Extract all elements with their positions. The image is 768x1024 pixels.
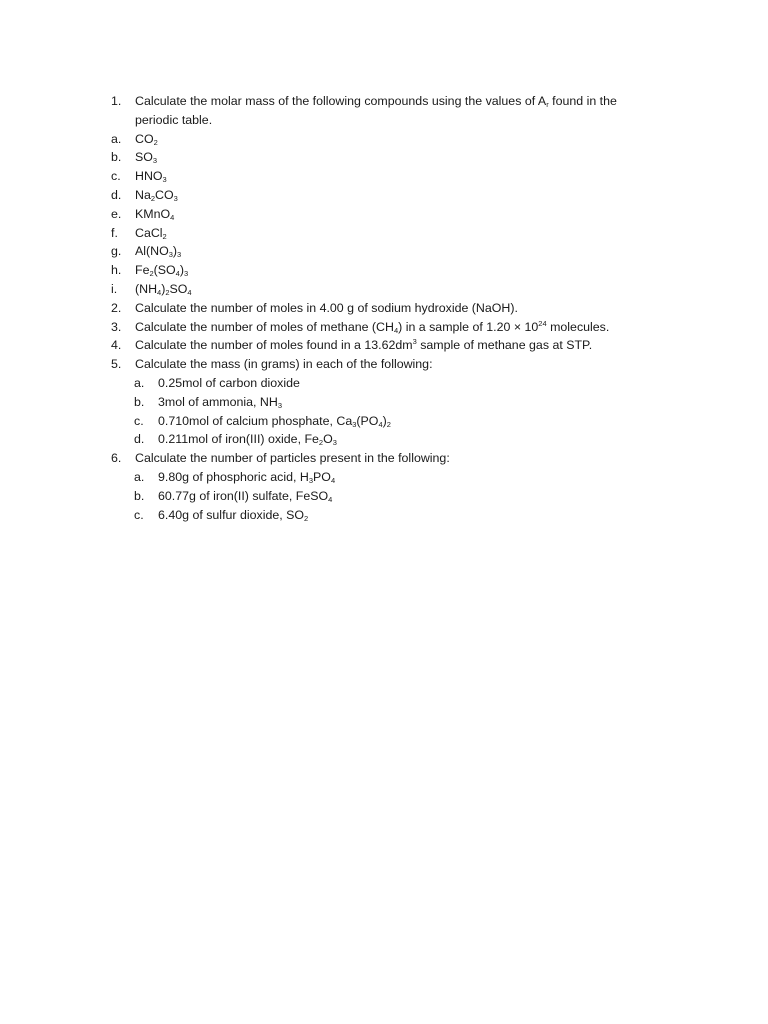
item-marker: e. [111,206,122,221]
subscript: 3 [352,419,357,429]
sub-question-item [111,430,651,449]
compound-formula [135,167,651,186]
compound-item [111,224,651,243]
formula-part: HNO [135,169,163,184]
item-marker: b. [111,150,122,165]
item-marker: b. [134,394,145,409]
formula-part: (NH [135,281,158,296]
sub-question-text [158,412,651,431]
item-marker: g. [111,244,122,259]
subscript: 3 [168,250,173,260]
subscript: r [546,100,549,109]
text-part: 0.211mol of iron(III) oxide, Fe [158,432,319,447]
formula-part: KMnO [135,206,171,221]
item-marker: d. [134,432,145,447]
subscript: 4 [175,269,180,279]
compound-formula [135,186,651,205]
question-text-part: molecules. [546,319,610,334]
item-marker: f. [111,225,118,240]
subscript: 4 [330,475,336,485]
compound-formula [135,130,651,149]
item-marker: a. [111,131,122,146]
question-number: 5. [111,357,122,372]
subscript: 4 [328,494,333,504]
question-4 [111,336,651,355]
item-marker: a. [134,469,145,484]
subscript: 2 [386,419,391,429]
formula-part: Al(NO [135,244,169,259]
formula-part: Na [135,187,151,202]
formula-part: CO [135,131,154,146]
sub-question-item [111,468,651,487]
subscript: 4 [378,419,383,429]
text-part: 0.25mol of carbon dioxide [158,375,300,390]
sub-question-item [111,487,651,506]
question-text [135,336,651,355]
formula-part: ) [161,281,166,296]
question-number: 1. [111,94,122,108]
formula-part: CO [155,187,174,202]
question-2 [111,299,651,318]
question-number: 2. [111,300,122,315]
question-text: Calculate the mass (in grams) in each of the following: [135,357,433,372]
text-part: 3mol of ammonia, NH [158,394,278,409]
formula-part: SO [135,150,153,165]
text-part: 6.40g of sulfur dioxide, SO [158,507,305,522]
compound-formula [135,242,651,261]
question-5 [111,355,651,374]
compound-formula [135,148,651,167]
sub-question-item [111,412,651,431]
subscript: 2 [165,287,170,297]
subscript: 2 [162,231,167,241]
question-number: 4. [111,338,122,353]
question-text-part: Calculate the molar mass of the following compounds using the values of A [135,94,547,108]
compound-item [111,205,651,224]
sub-question-text [158,374,651,393]
question-text [135,318,651,337]
formula-part: ) [172,244,178,259]
text-part: 9.80g of phosphoric acid, H [158,469,309,484]
compound-item [111,148,651,167]
question-list [111,92,651,524]
question-text-part: Calculate the number of moles of methane (CH [135,319,394,334]
subscript: 3 [173,193,178,203]
formula-part: Fe [135,263,150,278]
compound-formula [135,205,651,224]
question-text [135,92,651,130]
compound-item [111,130,651,149]
item-marker: a. [134,375,145,390]
text-part: (PO [356,413,379,428]
subscript: 2 [149,269,154,279]
formula-part: SO [169,281,188,296]
compound-item [111,167,651,186]
sub-question-item [111,506,651,525]
text-part: O [323,432,333,447]
subscript: 2 [150,193,156,203]
question-6 [111,449,651,468]
sub-question-item [111,393,651,412]
question-text-part: Calculate the number of moles found in a 13.62dm [135,338,413,353]
formula-part: (SO [153,263,176,278]
compound-item [111,280,651,299]
question-text: Calculate the number of particles present in the following: [135,451,450,466]
question-3 [111,318,651,337]
subscript: 3 [177,250,182,260]
item-marker: b. [134,488,145,503]
item-marker: h. [111,263,122,278]
compound-formula [135,224,651,243]
subscript: 4 [157,287,162,297]
sub-question-text [158,430,651,449]
item-marker: c. [111,169,121,184]
subscript: 2 [153,137,158,147]
sub-question-text [158,487,651,506]
subscript: 3 [152,156,158,166]
compound-item [111,261,651,280]
formula-part: ) [179,263,184,278]
text-part: ) [382,413,387,428]
item-marker: i. [111,281,118,296]
subscript: 4 [393,325,399,335]
formula-part: CaCl [135,225,163,240]
compound-item [111,186,651,205]
sub-question-item [111,374,651,393]
item-marker: c. [134,507,144,522]
subscript: 3 [308,475,314,485]
subscript: 4 [187,287,192,297]
question-text-part: ) in a sample of 1.20 × 10 [398,319,539,334]
item-marker: c. [134,413,144,428]
item-marker: d. [111,187,122,202]
sub-question-text [158,468,651,487]
compound-formula [135,280,651,299]
question-text-part: found in the periodic table. [135,94,617,127]
subscript: 3 [332,438,337,448]
question-text: Calculate the number of moles in 4.00 g of sodium hydroxide (NaOH). [135,300,518,315]
superscript: 3 [412,337,417,347]
text-part: 60.77g of iron(II) sulfate, FeSO [158,488,329,503]
text-part: PO [313,469,331,484]
question-number: 6. [111,451,122,466]
subscript: 2 [318,438,324,448]
compound-formula [135,261,651,280]
subscript: 3 [162,175,167,185]
sub-question-text [158,393,651,412]
superscript: 24 [538,318,547,328]
subscript: 3 [277,400,282,410]
text-part: 0.710mol of calcium phosphate, Ca [158,413,353,428]
subscript: 2 [304,513,309,523]
question-1 [111,92,651,130]
question-number: 3. [111,319,122,334]
subscript: 4 [170,212,175,222]
sub-question-text [158,506,651,525]
subscript: 3 [183,269,189,279]
compound-item [111,242,651,261]
question-text-part: sample of methane gas at STP. [416,338,593,353]
